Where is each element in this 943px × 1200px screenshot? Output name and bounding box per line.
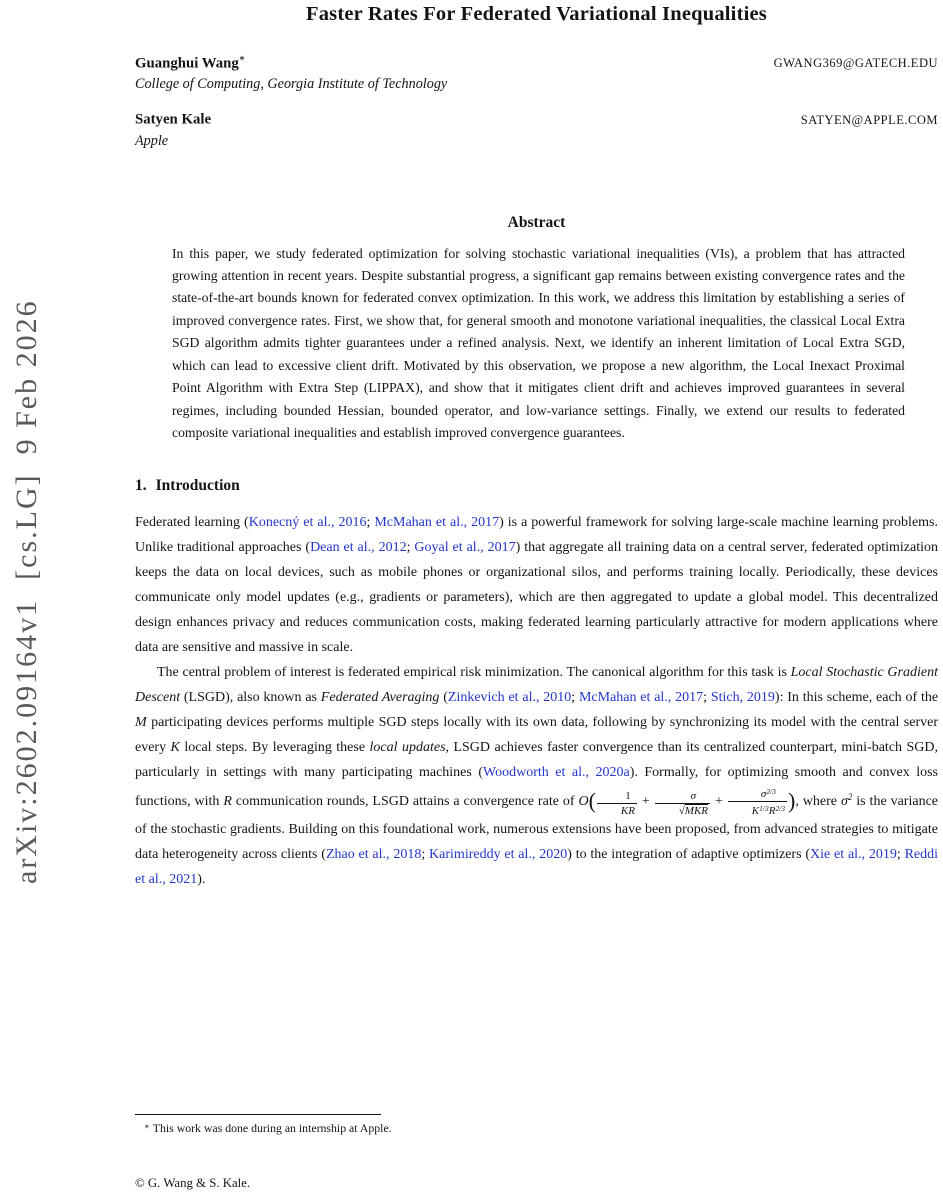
- citation-link[interactable]: McMahan et al., 2017: [374, 515, 500, 531]
- text-segment: 2: [847, 792, 853, 803]
- footnote-body: This work was done during an internship at Apple.: [152, 1121, 392, 1135]
- author-name: Satyen Kale: [135, 111, 212, 128]
- text-segment: The central problem of interest is federated empirical risk minimization. The canonical algorithm for this task is: [157, 665, 791, 681]
- text-segment: (LSGD), also known as: [180, 690, 321, 706]
- author-name: Guanghui Wang: [135, 55, 239, 72]
- footnote-rule: [135, 1114, 381, 1115]
- citation-link[interactable]: Xie et al., 2019: [810, 847, 897, 863]
- author-affiliation: College of Computing, Georgia Institute of Technology: [135, 76, 448, 93]
- text-segment: , LSGD achieves faster convergence than its centralized counterpart, mini-batch SGD, particularly in settings with many participating machines (: [135, 740, 938, 781]
- author-affiliation: Apple: [135, 132, 169, 149]
- citation-link[interactable]: Zinkevich et al., 2010: [447, 690, 572, 706]
- text-segment: KR: [620, 805, 635, 818]
- abstract-heading: Abstract: [507, 213, 566, 231]
- text-segment: is the variance of the stochastic gradients. Building on this foundational work, numerous extensions have been proposed, from advanced strategies to mitigate data heterogeneity across clients (: [135, 794, 939, 863]
- section-number: 1.: [135, 477, 147, 495]
- text-segment: +: [637, 794, 654, 810]
- text-segment: ) is a powerful framework for solving large-scale machine learning problems. Unlike traditional approaches (: [135, 515, 939, 556]
- paper-title: Faster Rates For Federated Variational Inequalities: [306, 3, 767, 25]
- text-segment: R: [768, 805, 776, 818]
- citation-link[interactable]: Stich, 2019: [710, 690, 775, 706]
- paper-content: [135, 0, 938, 892]
- text-segment: 2/3: [766, 787, 776, 797]
- footnote-text: [135, 1121, 938, 1136]
- text-segment: ) to the integration of adaptive optimizers (: [567, 847, 811, 863]
- text-segment: communication rounds, LSGD attains a convergence rate of: [231, 794, 579, 810]
- text-segment: K: [751, 805, 760, 818]
- text-segment: ).: [197, 872, 206, 888]
- text-segment: M: [135, 715, 147, 731]
- math-sqrt: √MKR: [678, 805, 709, 818]
- citation-link[interactable]: Karimireddy et al., 2020: [429, 847, 568, 863]
- text-segment: participating devices performs multiple SGD steps locally with its own data, following by synchronizing its model with the central server every: [135, 715, 938, 756]
- citation-link[interactable]: Zhao et al., 2018: [325, 847, 422, 863]
- author-name-wrap: [135, 53, 245, 72]
- abstract-text: In this paper, we study federated optimization for solving stochastic variational inequalities (VIs), a problem that has attracted growing attention in recent years. Despite substantial progress, a significant gap remains between existing convergence rates and the state-of-the-art bounds known for federated convex optimization. In this work, we address this limitation by establishing a series of improved convergence rates. First, we show that, for general smooth and monotone variational inequalities, the classical Local Extra SGD algorithm admits tighter guarantees under a refined analysis. Next, we identify an inherent limitation of Local Extra SGD, which can lead to excessive client drift. Motivated by this observation, we propose a new algorithm, the Local Inexact Proximal Point Algorithm with Extra Step (LIPPAX), and show that it mitigates client drift and achieves improved guarantees in several regimes, including bounded Hessian, bounded operator, and low-variance settings. Finally, we extend our results to federated composite variational inequalities and establish improved convergence guarantees.: [172, 245, 905, 440]
- copyright-footer: © G. Wang & S. Kale.: [135, 1176, 251, 1190]
- text-segment: ;: [896, 847, 905, 863]
- text-segment: 1/3: [759, 804, 769, 814]
- text-segment: ): [788, 788, 796, 814]
- math-fraction: [655, 790, 710, 817]
- text-segment: Federated learning (: [135, 515, 249, 531]
- text-segment: O: [578, 794, 589, 810]
- section-title: Introduction: [155, 477, 240, 495]
- arxiv-watermark: arXiv:2602.09164v1 [cs.LG] 9 Feb 2026: [10, 299, 43, 884]
- footnote-block: [135, 1114, 938, 1136]
- text-segment: σ: [840, 794, 848, 810]
- citation-link[interactable]: Dean et al., 2012: [310, 540, 407, 556]
- text-segment: (: [588, 788, 596, 814]
- citation-link[interactable]: Konecný et al., 2016: [248, 515, 367, 531]
- citation-link[interactable]: Reddi et al., 2021: [135, 847, 939, 888]
- math-fraction: [597, 790, 637, 817]
- text-segment: local updates: [369, 740, 446, 756]
- section-heading-introduction: [135, 477, 938, 495]
- text-segment: σ: [760, 788, 767, 801]
- author-email-link[interactable]: SATYEN@APPLE.COM: [800, 112, 938, 127]
- text-segment: ;: [366, 515, 375, 531]
- text-segment: +: [711, 794, 727, 810]
- author-footnote-mark: ∗: [238, 54, 246, 64]
- text-segment: ;: [703, 690, 711, 706]
- text-segment: Federated Averaging: [320, 690, 440, 706]
- text-segment: ) that aggregate all training data on a central server, federated optimization keeps the data on local devices, such as mobile phones or organizational silos, and performs training locally. Periodically, these devices communicate only model updates (e.g., gradients or parameters), which are then aggregated to update a global model. This decentralized design enhances privacy and reduces communication costs, making federated learning particularly attractive for modern applications where data are sensitive and massive in scale.: [135, 540, 939, 656]
- text-segment: ;: [571, 690, 579, 706]
- author-name-wrap: [135, 110, 211, 128]
- citation-link[interactable]: McMahan et al., 2017: [578, 690, 704, 706]
- text-segment: R: [223, 794, 232, 810]
- footnote-mark: ∗: [144, 1121, 150, 1131]
- text-segment: K: [170, 740, 180, 756]
- text-segment: ). Formally, for optimizing smooth and convex loss functions, with: [135, 765, 938, 810]
- author-entry: [135, 53, 938, 93]
- author-block: [135, 53, 938, 150]
- intro-paragraph: [135, 510, 938, 660]
- text-segment: , where: [795, 794, 841, 810]
- author-row: [135, 110, 938, 128]
- math-fraction: [728, 786, 787, 817]
- citation-link[interactable]: Woodworth et al., 2020a: [483, 765, 630, 781]
- text-segment: ;: [406, 540, 415, 556]
- text-segment: Local Stochastic Gradient Descent: [135, 665, 938, 706]
- text-segment: σ: [690, 790, 697, 803]
- text-segment: 1: [625, 790, 631, 803]
- author-row: [135, 53, 938, 72]
- text-segment: ): In this scheme, each of the: [774, 690, 939, 706]
- intro-paragraph: [135, 660, 938, 892]
- text-segment: 2/3: [775, 804, 786, 814]
- author-entry: [135, 110, 938, 149]
- citation-link[interactable]: Goyal et al., 2017: [414, 540, 516, 556]
- text-segment: local steps. By leveraging these: [179, 740, 370, 756]
- author-email-link[interactable]: GWANG369@GATECH.EDU: [773, 56, 938, 71]
- text-segment: (: [439, 690, 448, 706]
- text-segment: ;: [421, 847, 430, 863]
